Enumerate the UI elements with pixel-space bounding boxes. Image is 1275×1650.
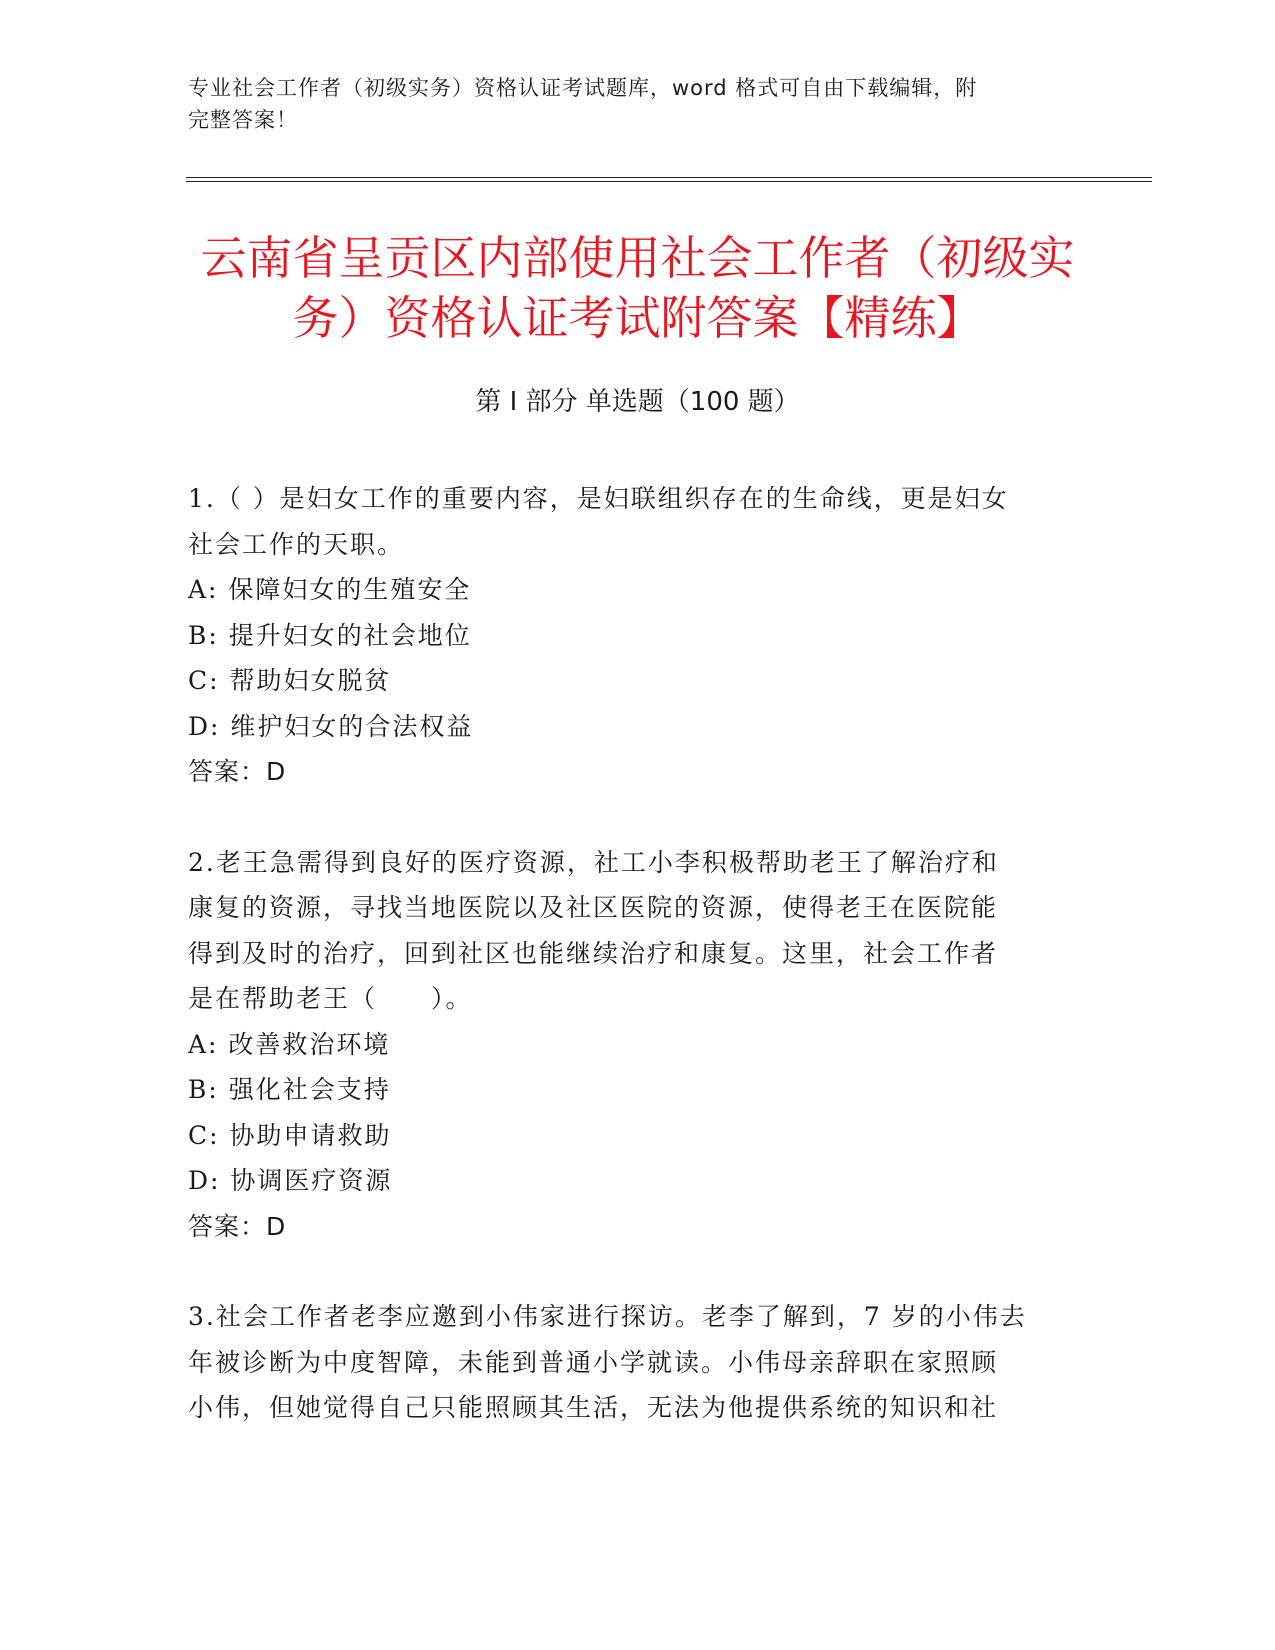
document-title [150, 228, 1125, 348]
question-1-stem-line: 社会工作的天职。 [188, 529, 405, 559]
question-1-option-c: C: 帮助妇女脱贫 [188, 666, 392, 695]
question-list [188, 476, 1088, 1431]
question-2-option-d: D: 协调医疗资源 [188, 1166, 393, 1195]
question-2-stem-line: 是在帮助老王（ ）。 [188, 984, 473, 1013]
question-3-stem-line: 小伟，但她觉得自己只能照顾其生活，无法为他提供系统的知识和社 [188, 1393, 999, 1422]
question-2 [188, 840, 1088, 1250]
question-3-stem-line: 年被诊断为中度智障，未能到普通小学就读。小伟母亲辞职在家照顾 [188, 1347, 999, 1377]
question-1-answer: 答案：D [188, 757, 287, 786]
question-1-option-a: A: 保障妇女的生殖安全 [188, 575, 472, 604]
question-1 [188, 476, 1088, 795]
question-2-option-c: C: 协助申请救助 [188, 1120, 392, 1150]
header-note [188, 72, 1088, 136]
document-title-line-2: 务）资格认证考试附答案【精练】 [292, 291, 983, 345]
question-2-stem-line: 2.老王急需得到良好的医疗资源，社工小李积极帮助老王了解治疗和 [188, 847, 999, 877]
question-2-option-a: A: 改善救治环境 [188, 1029, 391, 1059]
header-note-line-1: 专业社会工作者（初级实务）资格认证考试题库，word 格式可自由下载编辑，附 [188, 76, 978, 100]
question-spacer [188, 1249, 1088, 1294]
question-3-stem-line: 3.社会工作者老李应邀到小伟家进行探访。老李了解到，7 岁的小伟去 [188, 1302, 1027, 1331]
question-1-stem-line: 1.（ ）是妇女工作的重要内容，是妇联组织存在的生命线，更是妇女 [188, 484, 1009, 513]
header-divider-thick [186, 181, 1152, 182]
question-2-answer: 答案：D [188, 1211, 287, 1241]
question-1-option-b: B: 提升妇女的社会地位 [188, 620, 472, 650]
question-1-option-d: D: 维护妇女的合法权益 [188, 711, 474, 741]
question-3 [188, 1294, 1088, 1431]
question-spacer [188, 795, 1088, 840]
question-2-stem-line: 得到及时的治疗，回到社区也能继续治疗和康复。这里，社会工作者 [188, 938, 999, 968]
header-note-line-2: 完整答案！ [188, 108, 298, 132]
document-title-line-1: 云南省呈贡区内部使用社会工作者（初级实 [200, 231, 1075, 285]
header-divider-thin [186, 177, 1152, 178]
question-2-stem-line: 康复的资源，寻找当地医院以及社区医院的资源，使得老王在医院能 [188, 893, 999, 922]
section-title: 第 I 部分 单选题（100 题） [475, 387, 800, 417]
question-2-option-b: B: 强化社会支持 [188, 1075, 391, 1104]
